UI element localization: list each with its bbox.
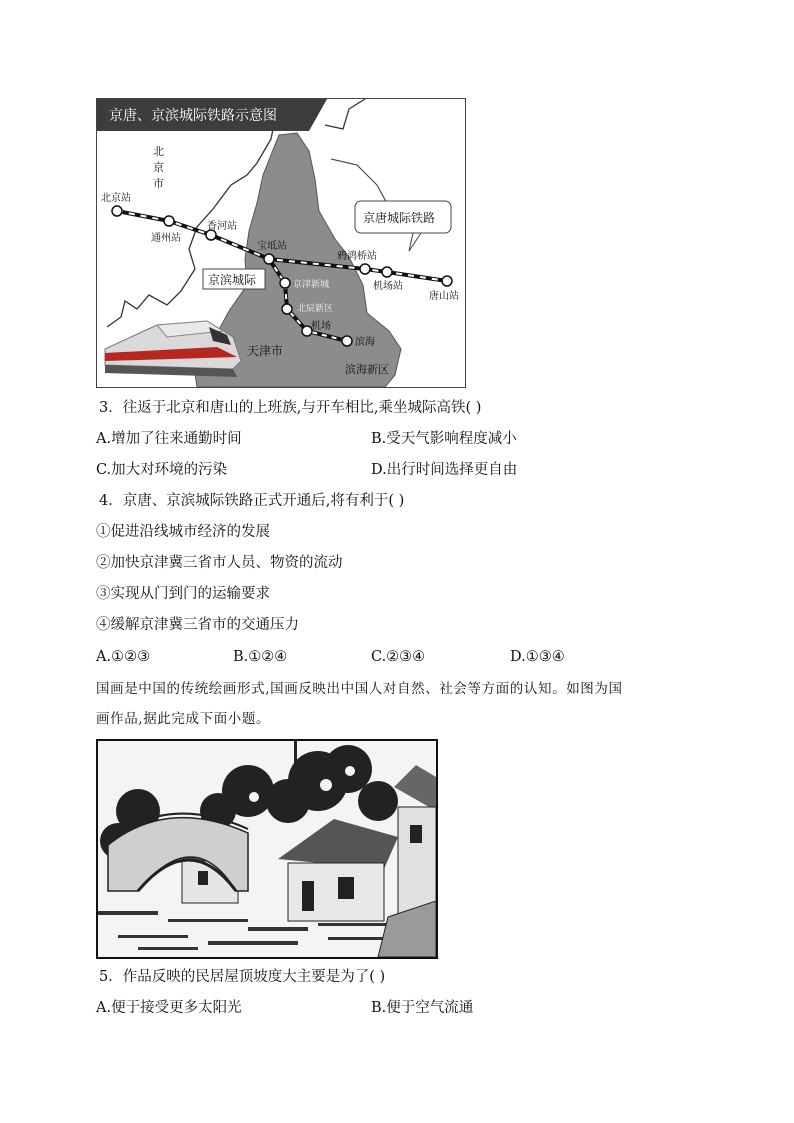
beijing-city-label-1: 北 <box>153 145 164 158</box>
painting-graphic <box>98 741 436 957</box>
q4-option-a[interactable]: A.①②③ <box>96 649 151 665</box>
station-baodi-marker <box>264 254 274 264</box>
hebei-boundary-2 <box>331 159 389 207</box>
station-tangshan-label: 唐山站 <box>429 291 459 302</box>
jingtang-callout-label: 京唐城际铁路 <box>363 211 436 225</box>
q4-statement-1: ①促进沿线城市经济的发展 <box>96 524 270 540</box>
beijing-city-label-3: 市 <box>153 177 164 190</box>
station-binhai-label: 滨海 <box>355 337 375 348</box>
station-tongzhou-label: 通州站 <box>151 233 181 244</box>
chinese-painting-image <box>96 739 438 959</box>
q5-option-a[interactable]: A.便于接受更多太阳光 <box>96 1000 242 1016</box>
railway-map <box>96 98 466 388</box>
tianjin-city-label: 天津市 <box>247 344 284 358</box>
hebei-boundary <box>325 99 365 129</box>
jingtang-callout-pointer <box>409 233 421 251</box>
station-beijing-marker <box>112 206 122 216</box>
high-speed-train-image <box>105 321 241 377</box>
q4-option-b[interactable]: B.①②④ <box>233 649 288 665</box>
station-yahongqiao-label: 鸦鸿桥站 <box>337 251 377 262</box>
station-dongjiang-marker <box>280 278 290 288</box>
q5-option-b[interactable]: B.便于空气流通 <box>371 1000 474 1016</box>
q4-statement-3: ③实现从门到门的运输要求 <box>96 586 270 602</box>
beijing-city-label-2: 京 <box>153 161 164 174</box>
station-beichen-label: 北辰新区 <box>297 304 334 314</box>
q4-stem: 4．京唐、京滨城际铁路正式开通后,将有利于( ) <box>99 493 405 509</box>
painting-intro-line-1: 国画是中国的传统绘画形式,国画反映出中国人对自然、社会等方面的认知。如图为国 <box>96 681 623 697</box>
station-beichen-marker <box>282 304 292 314</box>
station-beijing-label: 北京站 <box>101 193 131 204</box>
q4-statement-2: ②加快京津冀三省市人员、物资的流动 <box>96 555 343 571</box>
q4-option-c[interactable]: C.②③④ <box>371 649 426 665</box>
station-tangshan-marker <box>442 276 452 286</box>
q4-option-d[interactable]: D.①③④ <box>510 649 565 665</box>
station-dongjiang-label: 京津新城 <box>293 280 330 290</box>
jingbin-label: 京滨城际 <box>208 273 257 287</box>
painting-intro-line-2: 画作品,据此完成下面小题。 <box>96 711 271 727</box>
station-jichang-tangshan-marker <box>382 267 392 277</box>
q3-option-d[interactable]: D.出行时间选择更自由 <box>371 462 518 478</box>
map-graphic <box>97 99 465 387</box>
q3-stem: 3．往返于北京和唐山的上班族,与开车相比,乘坐城际高铁( ) <box>99 400 482 416</box>
q3-option-c[interactable]: C.加大对环境的污染 <box>96 462 228 478</box>
station-binhai-marker <box>342 336 352 346</box>
q4-statement-4: ④缓解京津冀三省市的交通压力 <box>96 617 299 633</box>
station-jichang-tianjin-label: 机场 <box>311 321 331 332</box>
q3-option-b[interactable]: B.受天气影响程度减小 <box>371 431 517 447</box>
q3-option-a[interactable]: A.增加了往来通勤时间 <box>96 431 242 447</box>
binhai-new-area-label: 滨海新区 <box>345 363 389 376</box>
map-title: 京唐、京滨城际铁路示意图 <box>109 108 277 124</box>
station-baodi-label: 宝坻站 <box>257 241 287 252</box>
station-jichang-tangshan-label: 机场站 <box>373 281 403 292</box>
station-tongzhou-marker <box>164 216 174 226</box>
q5-stem: 5．作品反映的民居屋顶坡度大主要是为了( ) <box>99 969 386 985</box>
station-yahongqiao-marker <box>360 264 370 274</box>
station-xianghe-label: 香河站 <box>207 221 237 232</box>
